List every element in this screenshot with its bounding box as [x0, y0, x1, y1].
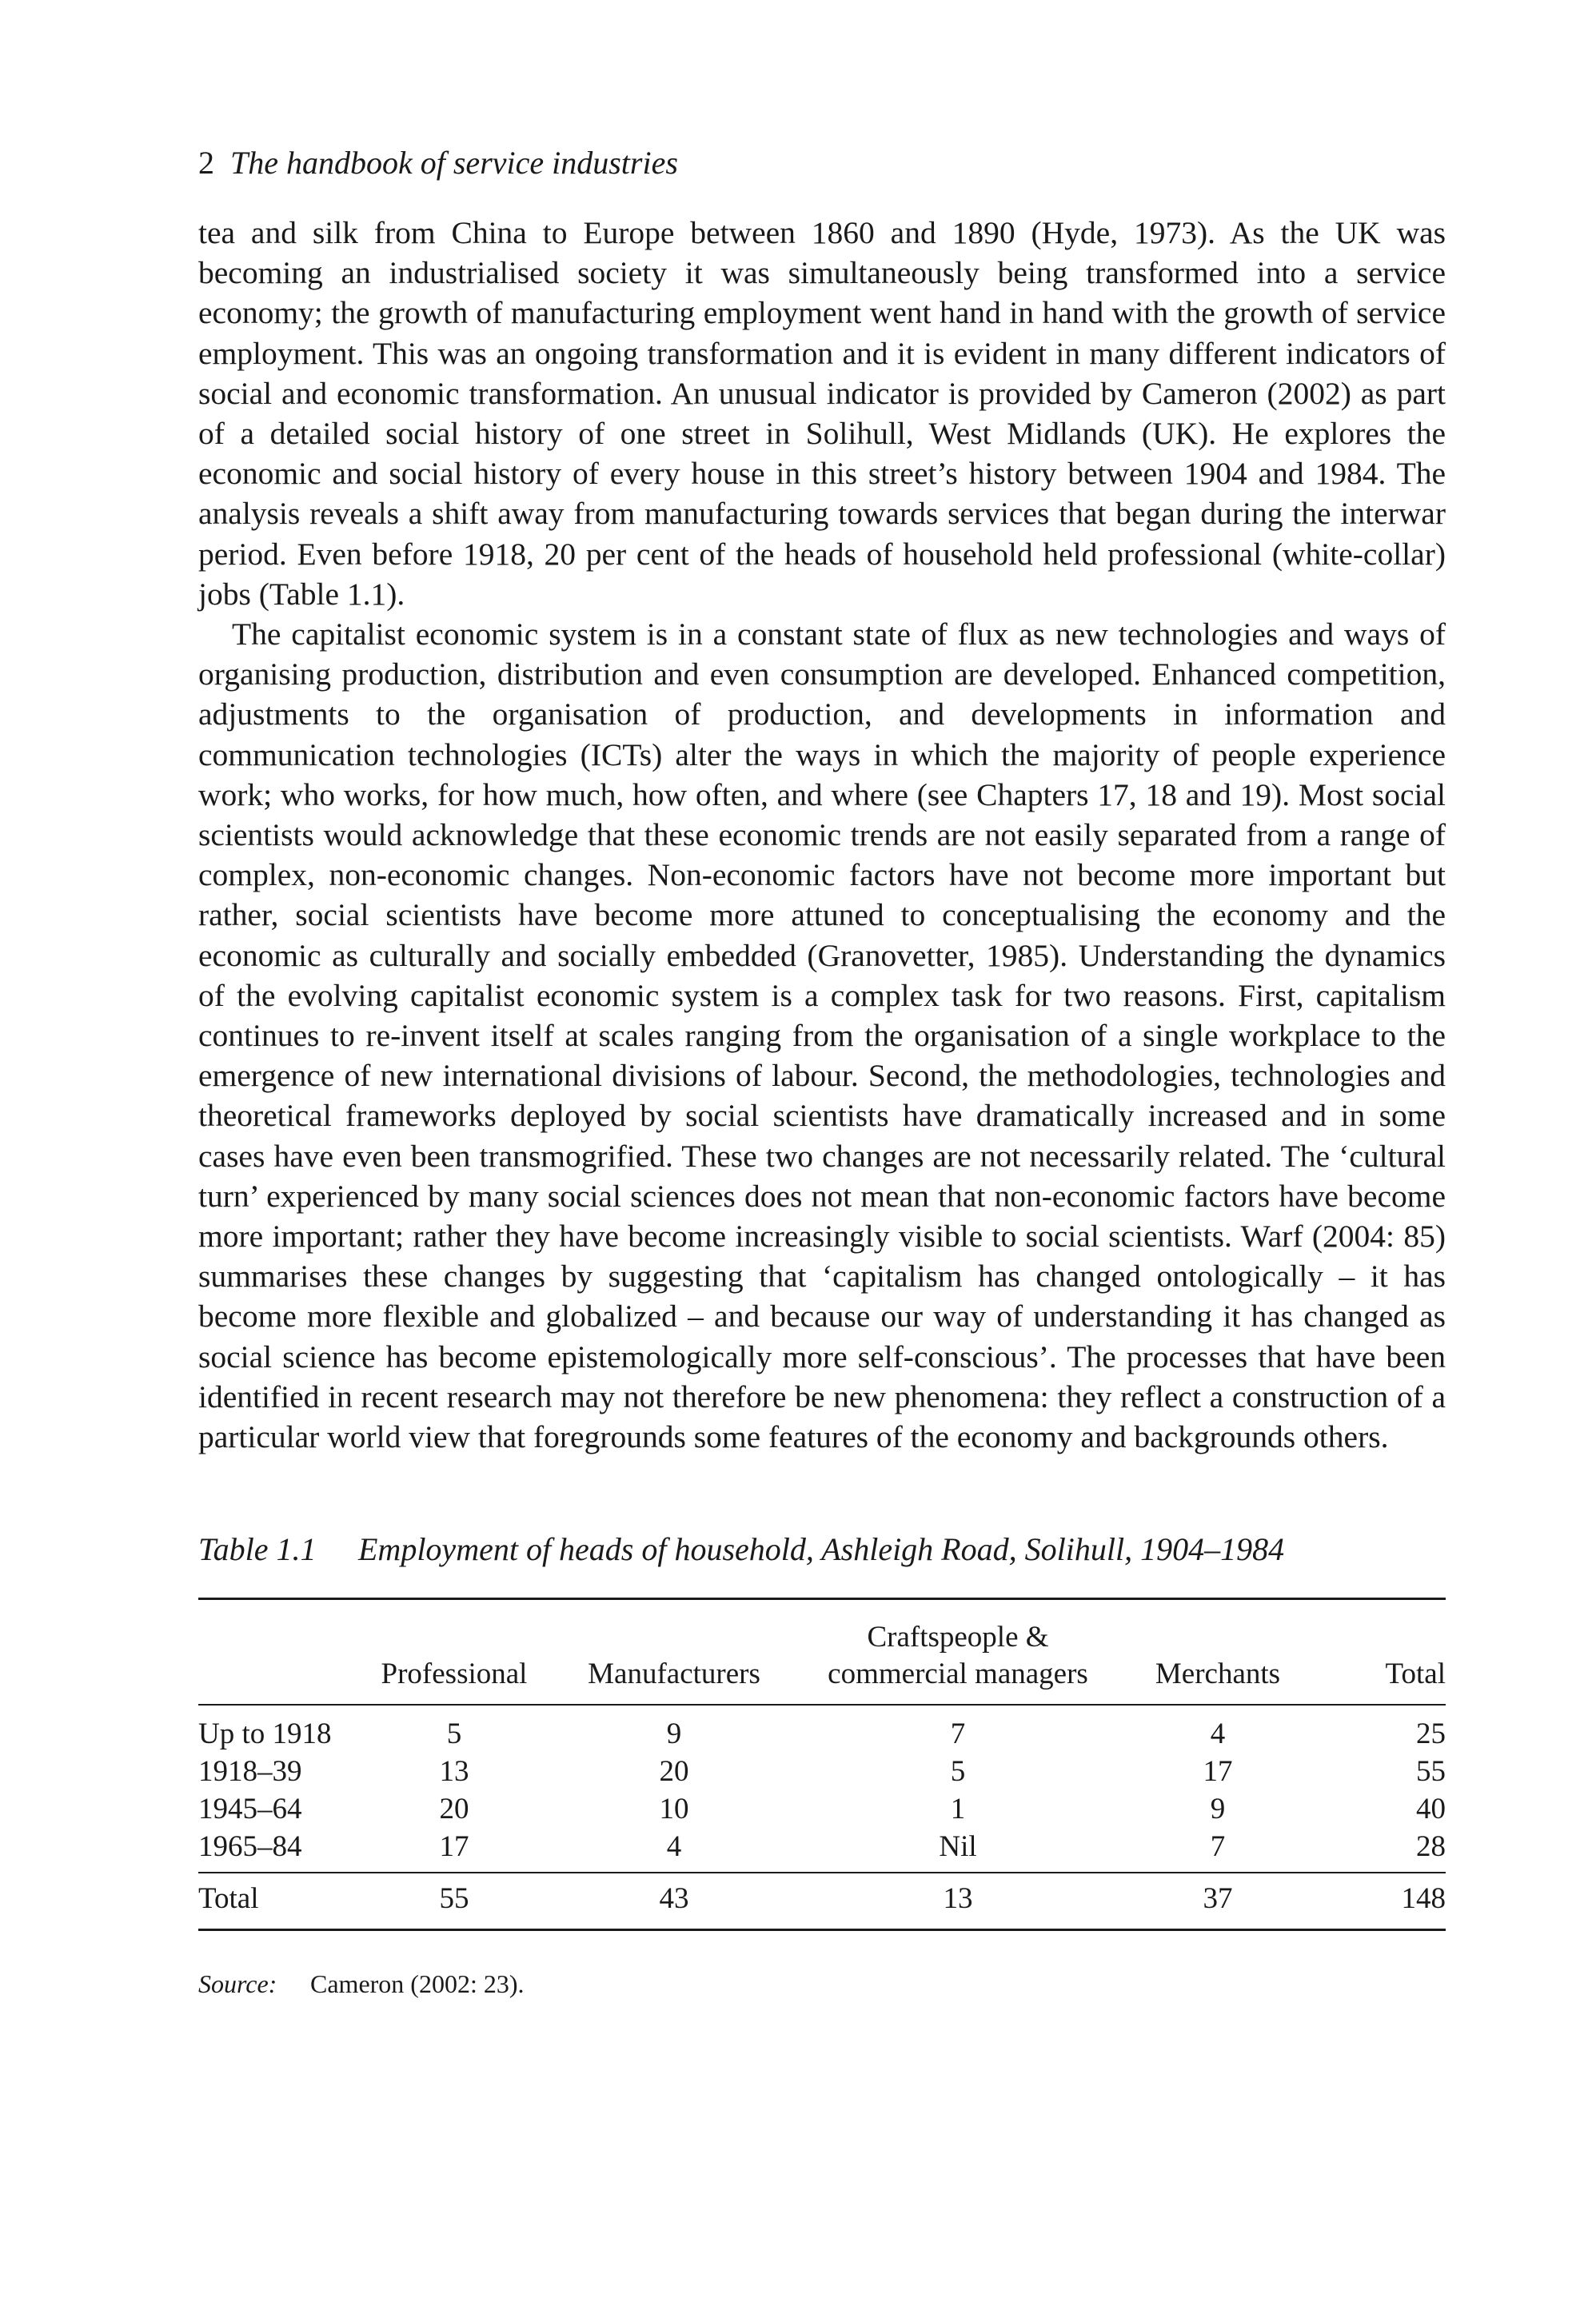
cell-period: Up to 1918: [198, 1718, 332, 1751]
table-header-row: [198, 1599, 1446, 1706]
table-row: [198, 1705, 1446, 1753]
cell-professional: 5: [446, 1718, 462, 1751]
cell-total: 40: [1416, 1793, 1446, 1826]
book-title: The handbook of service industries: [230, 145, 678, 181]
cell-merchants: 9: [1210, 1793, 1226, 1826]
header-craftspeople-line1: Craftspeople &: [867, 1621, 1049, 1654]
cell-period: 1918–39: [198, 1755, 302, 1789]
cell-period: 1965–84: [198, 1830, 302, 1864]
table-caption: [198, 1530, 1446, 1569]
table-title: Employment of heads of household, Ashleigh Road, Solihull, 1904–1984: [358, 1531, 1285, 1568]
cell-professional: 13: [439, 1755, 469, 1789]
header-total: Total: [1310, 1599, 1446, 1706]
cell-craftspeople: 5: [950, 1755, 966, 1789]
cell-professional: 17: [439, 1830, 469, 1864]
cell-manufacturers: 10: [659, 1793, 689, 1826]
cell-manufacturers: 20: [659, 1755, 689, 1789]
cell-period: Total: [198, 1873, 350, 1930]
cell-craftspeople: 7: [950, 1718, 966, 1751]
page-number: 2: [198, 145, 214, 181]
table-row: [198, 1753, 1446, 1790]
table-source-note: [198, 1968, 1446, 2000]
cell-professional: 55: [350, 1873, 558, 1930]
cell-manufacturers: 43: [558, 1873, 790, 1930]
header-craftspeople: [790, 1599, 1126, 1706]
cell-manufacturers: 9: [666, 1718, 682, 1751]
cell-total: 55: [1416, 1755, 1446, 1789]
cell-craftspeople: Nil: [939, 1830, 977, 1864]
running-head: [198, 144, 1446, 182]
cell-manufacturers: 4: [666, 1830, 682, 1864]
cell-craftspeople: 1: [950, 1793, 966, 1826]
cell-total: 28: [1416, 1830, 1446, 1864]
header-professional: Professional: [350, 1599, 558, 1706]
cell-period: 1945–64: [198, 1793, 302, 1826]
source-label: Source:: [198, 1969, 277, 1999]
cell-craftspeople: 13: [790, 1873, 1126, 1930]
cell-total: 25: [1416, 1718, 1446, 1751]
cell-professional: 20: [439, 1793, 469, 1826]
cell-merchants: 37: [1126, 1873, 1310, 1930]
cell-merchants: 7: [1210, 1830, 1226, 1864]
book-page: [198, 144, 1446, 2000]
cell-merchants: 4: [1210, 1718, 1226, 1751]
cell-merchants: 17: [1203, 1755, 1233, 1789]
employment-table: [198, 1598, 1446, 1931]
table-row: [198, 1790, 1446, 1828]
header-period: [198, 1599, 350, 1706]
header-craftspeople-line2: commercial managers: [828, 1658, 1088, 1691]
source-text: Cameron (2002: 23).: [310, 1969, 525, 1999]
table-row: [198, 1828, 1446, 1873]
header-manufacturers: Manufacturers: [558, 1599, 790, 1706]
header-merchants: Merchants: [1126, 1599, 1310, 1706]
body-paragraph-2: The capitalist economic system is in a constant state of flux as new technologies and ways of organising production, distribution and even consumption are developed. Enhanced competition, adjustments to the organisation of production, and developments in information and communication technologies (ICTs) alter the ways in which the majority of people experience work; who works, for how much, how often, and where (see Chapters 17, 18 and 19). Most social scientists would acknowledge that these economic trends are not easily separated from a range of complex, non-economic changes. Non-economic factors have not become more important but rather, social scientists have become more attuned to conceptualising the economy and the economic as culturally and socially embedded (Granovetter, 1985). Understanding the dynamics of the evolving capitalist economic system is a complex task for two reasons. First, capitalism continues to re-invent itself at scales ranging from the organisation of a single workplace to the emergence of new international divisions of labour. Second, the methodologies, technologies and theoretical frameworks deployed by social scientists have dramatically increased and in some cases have even been transmogrified. These two changes are not necessarily related. The ‘cultural turn’ experienced by many social sciences does not mean that non-economic factors have become more important; rather they have become increasingly visible to social scientists. Warf (2004: 85) summarises these changes by suggesting that ‘capitalism has changed ontologically – it has become more flexible and globalized – and because our way of understanding it has changed as social science has become epistemologically more self-conscious’. The processes that have been identified in recent research may not therefore be new phenomena: they reflect a construction of a particular world view that foregrounds some features of the economy and backgrounds others.: [198, 616, 1446, 1455]
cell-total: 148: [1310, 1873, 1446, 1930]
table-total-row: [198, 1873, 1446, 1930]
body-paragraph-1: tea and silk from China to Europe between 1860 and 1890 (Hyde, 1973). As the UK was becoming an industrialised society it was simultaneously being transformed into a service economy; the growth of manufacturing employment went hand in hand with the growth of service employment. This was an ongoing transformation and it is evident in many different indicators of social and economic transformation. An unusual indicator is provided by Cameron (2002) as part of a detailed social history of one street in Solihull, West Midlands (UK). He explores the economic and social history of every house in this street’s history between 1904 and 1984. The analysis reveals a shift away from manufacturing towards services that began during the interwar period. Even before 1918, 20 per cent of the heads of household held professional (white-collar) jobs (Table 1.1).: [198, 215, 1446, 612]
table-label: Table 1.1: [198, 1531, 317, 1568]
